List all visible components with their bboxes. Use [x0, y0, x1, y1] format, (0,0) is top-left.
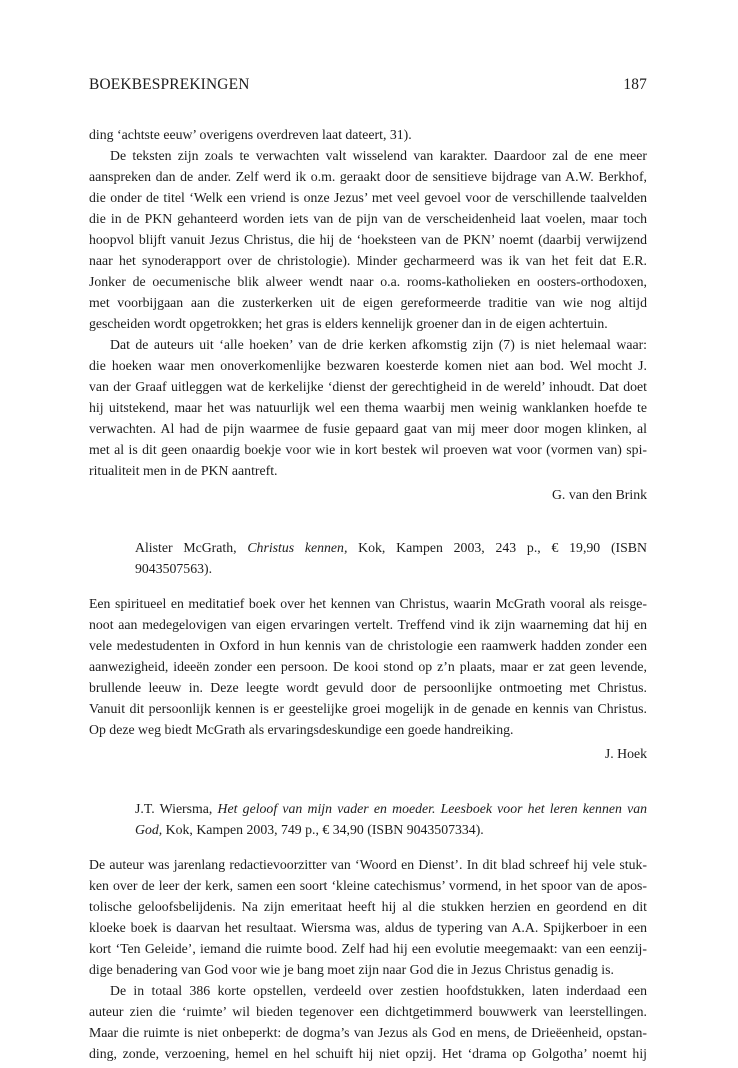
paragraph-line: noot aan medegelovigen van eigen ervaringen vertelt. Treffend vind ik zijn waarneming dat hij en: [89, 617, 647, 632]
paragraph-line: ding ‘achtste eeuw’ overigens overdreven laat dateert, 31).: [89, 127, 412, 142]
paragraph-line: met al is dit geen onaardig boekje voor wie in kort bestek wil proeven wat voor (vormen van) spi-: [89, 442, 647, 457]
book-details: Kok, Kampen 2003, 243 p., € 19,90 (ISBN: [347, 540, 647, 555]
paragraph-line: ritualiteit men in de PKN aantreft.: [89, 463, 278, 478]
book-author: J.T. Wiersma,: [135, 801, 218, 816]
paragraph-line: die in de PKN gehanteerd worden iets van de pijn van de verscheidenheid laat voelen, maar toch: [89, 211, 647, 226]
book-title-cont: God,: [135, 822, 163, 837]
paragraph-line: van der Graaf uitleggen wat de kerkelijke ‘dienst der gerechtigheid in de wereld’ inhoudt. Dat doet: [89, 379, 647, 394]
book-title: Christus kennen,: [247, 540, 348, 555]
book-reference: [135, 798, 647, 820]
page-number: 187: [623, 76, 647, 93]
paragraph-line: Jonker de oecumenische blik alweer wendt naar o.a. rooms-katholieken en oosters-orthodoxen,: [89, 274, 647, 289]
paragraph-line: die onder de titel ‘Welk een vriend is onze Jezus’ met veel gevoel voor de verschillende taalvelden: [89, 190, 647, 205]
paragraph-line: kloeke boek is daarvan het resultaat. Wiersma was, aldus de typering van A.A. Spijkerboer in een: [89, 920, 647, 935]
book-details: Kok, Kampen 2003, 749 p., € 34,90 (ISBN 9043507334).: [162, 822, 484, 837]
paragraph-line: brullende leeuw in. Deze leegte wordt gevuld door de persoonlijke ontmoeting met Christus.: [89, 680, 647, 695]
paragraph-line: De in totaal 386 korte opstellen, verdeeld over zestien hoofdstukken, laten inderdaad een: [110, 983, 647, 998]
paragraph-line: naar het synoderapport over de christologie). Minder gecharmeerd was ik van het feit dat E.R.: [89, 253, 647, 268]
paragraph-line: Dat de auteurs uit ‘alle hoeken’ van de drie kerken afkomstig zijn (7) is niet helemaal waar:: [110, 337, 647, 352]
paragraph-line: Op deze weg biedt McGrath als ervaringsdeskundige een goede handreiking.: [89, 722, 514, 737]
paragraph-line: hoopvol blijft vanuit Jezus Christus, die hij de ‘hoeksteen van de PKN’ noemt (daarbij verwijzend: [89, 232, 647, 247]
book-title: Het geloof van mijn vader en moeder. Leesboek voor het leren kennen van: [217, 801, 648, 816]
paragraph-line: tolische geloofsbelijdenis. Na zijn emeritaat heeft hij al die stukken herzien en geordend en dit: [89, 899, 647, 914]
paragraph-line: Een spiritueel en meditatief boek over het kennen van Christus, waarin McGrath vooral als reisge-: [89, 596, 647, 611]
paragraph-line: auteur zien die ‘ruimte’ wil bieden tegenover een dichtgetimmerd bouwwerk van leerstellingen.: [89, 1004, 647, 1019]
paragraph-line: met voorbijgaan aan die zusterkerken uit de eigen gereformeerde traditie van wie nog altijd: [89, 295, 647, 310]
book-author: Alister McGrath,: [135, 540, 248, 555]
header-title: BOEKBESPREKINGEN: [89, 76, 250, 93]
paragraph-line: ken over de leer der kerk, samen een soort ‘kleine catechismus’ vormend, in het spoor van de apos-: [89, 878, 647, 893]
book-reference: [135, 537, 647, 559]
paragraph-line: ding, zonde, verzoening, hemel en hel schuift hij niet opzij. Het ‘drama op Golgotha’ noemt hij: [89, 1046, 647, 1061]
paragraph-line: hij uitstekend, maar het was natuurlijk wel een thema waarbij men weinig wanklanken hoefde te: [89, 400, 647, 415]
paragraph-line: De teksten zijn zoals te verwachten valt wisselend van karakter. Daardoor zal de ene meer: [110, 148, 647, 163]
running-header: [89, 76, 647, 102]
book-reference-line: [135, 819, 647, 841]
paragraph-line: kort ‘Ten Geleide’, iemand die ruimte bood. Zelf had hij een evolutie meegemaakt: van een eenzij-: [89, 941, 647, 956]
book-reference-line: 9043507563).: [135, 561, 213, 576]
reviewer-signature: J. Hoek: [604, 746, 647, 761]
paragraph-line: die hoeken waar men onoverkomenlijke bezwaren koesterde komen niet aan bod. Wel mocht J.: [89, 358, 647, 373]
paragraph-line: gescheiden wordt opgetrokken; het gras is elders kennelijk groener dan in de eigen achtertuin.: [89, 316, 608, 331]
paragraph-line: dige benadering van God voor wie je bang moet zijn naar God die in Jezus Christus genadig is.: [89, 962, 614, 977]
reviewer-signature: G. van den Brink: [551, 487, 647, 502]
paragraph-line: vele medestudenten in Oxford in hun kennis van de christologie een raamwerk hadden zonder een: [89, 638, 647, 653]
paragraph-line: Maar die ruimte is niet onbeperkt: de dogma’s van Jezus als God en mens, de Drieëenheid, opstan-: [89, 1025, 647, 1040]
paragraph-line: verwachten. Al had de pijn waarmee de fusie gepaard gaat van mij meer door mogen klinken, al: [89, 421, 647, 436]
paragraph-line: aanwezigheid, ideeën zonder een persoon. De kooi stond op z’n plaats, maar er zat geen levende,: [89, 659, 647, 674]
paragraph-line: De auteur was jarenlang redactievoorzitter van ‘Woord en Dienst’. In dit blad schreef hij vele stuk-: [89, 857, 647, 872]
paragraph-line: Vanuit dit persoonlijk kennen is er geestelijke groei mogelijk in de genade en kennis van Christus.: [89, 701, 647, 716]
paragraph-line: aanspreken dan de ander. Zelf werd ik o.m. geraakt door de sensitieve bijdrage van A.W. Berkhof,: [89, 169, 647, 184]
